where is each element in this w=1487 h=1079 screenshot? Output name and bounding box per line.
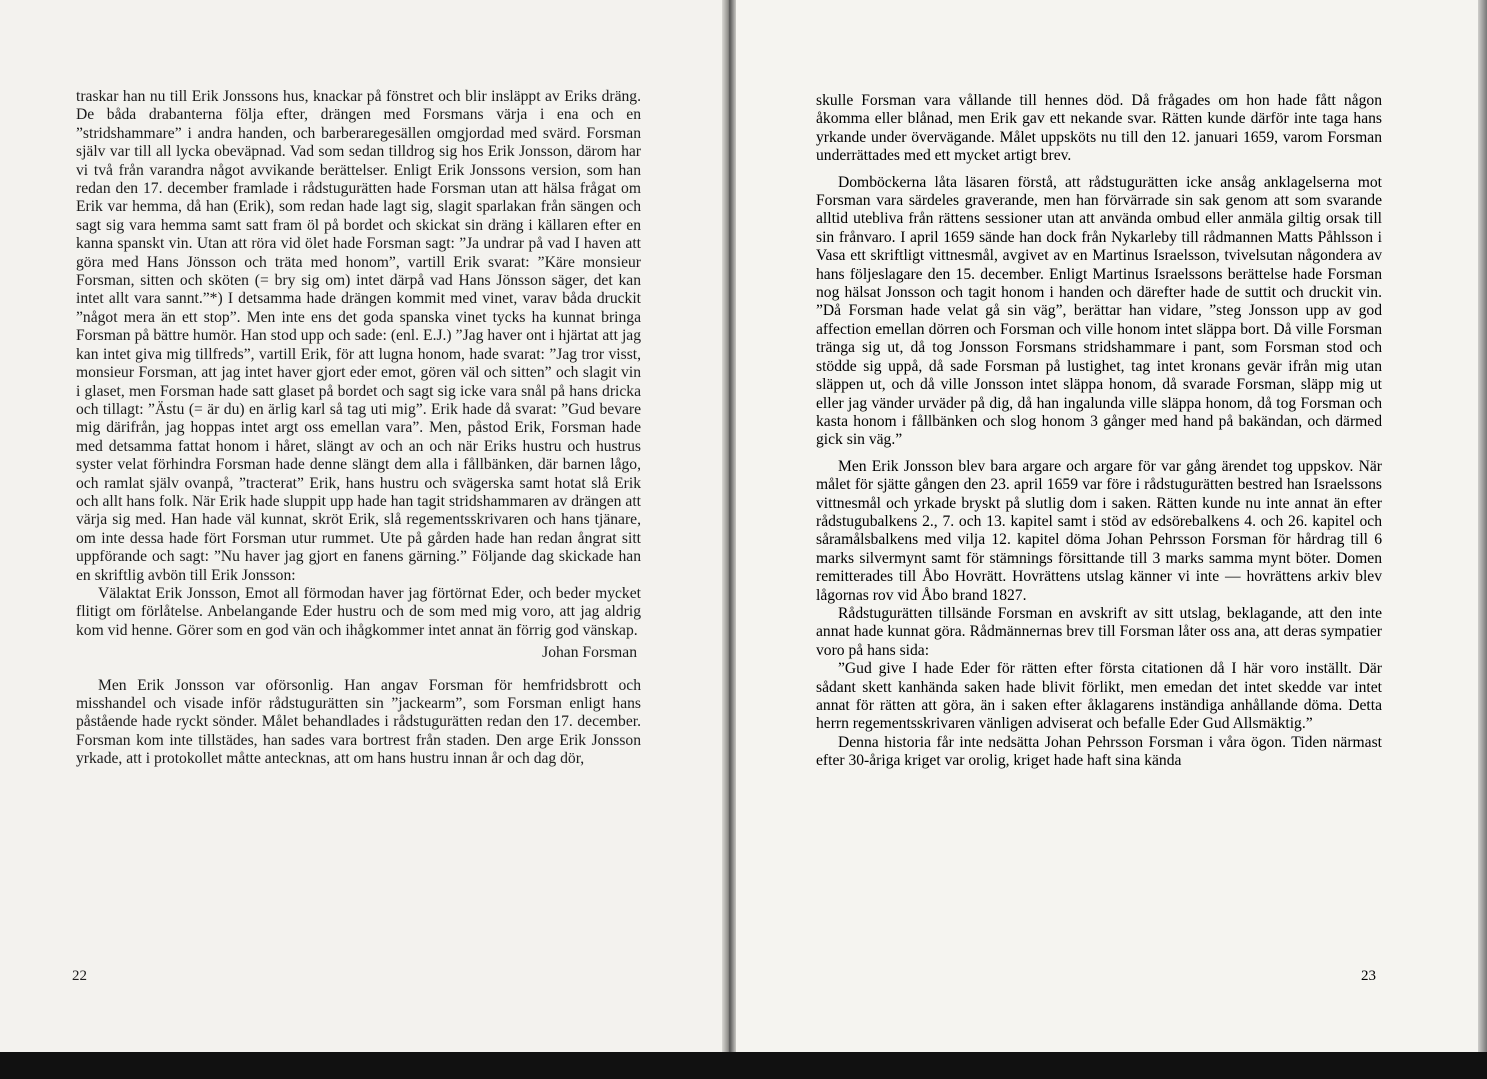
right-page-body <box>816 92 1382 771</box>
paragraph: Rådstugurätten tillsände Forsman en avskrift av sitt utslag, beklagande, att den inte annat hade kunnat göra. Rådmännernas brev till Forsman låter oss ana, att deras sympatier voro på hans sida: <box>816 604 1382 659</box>
paragraph: Men Erik Jonsson var oförsonlig. Han angav Forsman för hemfridsbrott och misshandel och visade inför rådstugurätten sin ”jackearm”, som Forsman enligt hans påstående hade ryckt sönder. Målet behandlades i rådstugurätten redan den 17. december. Forsman kom inte tillstädes, han sades vara bortrest från staden. Den arge Erik Jonsson yrkade, att i protokollet måtte antecknas, att om hans hustru innan år och dag dör, <box>76 676 641 768</box>
book-gutter <box>722 0 736 1052</box>
paragraph: Men Erik Jonsson blev bara argare och argare för var gång ärendet tog uppskov. När målet för sjätte gången den 23. april 1659 var före i rådstugurätten bestred han Israelssons vittnesmål och yrkade bryskt på slutlig dom i saken. Rätten kunde nu inte annat än efter rådstugubalkens 2., 7. och 13. kapitel samt i stöd av edsörebalkens 4. och 26. kapitel och såramålsbalkens med vilja 12. kapitel döma Johan Pehrsson Forsman för hårdrag till 6 marks silvermynt samt för stämnings försittande till 3 marks samma mynt böter. Domen remitterades till Åbo Hovrätt. Hovrättens utslag känner vi inte — hovrättens arkiv blev lågornas rov vid Åbo brand 1827. <box>816 457 1382 604</box>
paragraph: Domböckerna låta läsaren förstå, att rådstugurätten icke ansåg anklagelserna mot Forsman vara särdeles graverande, men han förvärrade sin sak genom att som svarande alltid utebliva från rättens sessioner utan att använda ombud eller anmäla giltig orsak till sin frånvaro. I april 1659 sände han dock från Nykarleby till rådmannen Matts Påhlsson i Vasa ett skriftligt vittnesmål, avgivet av en Martinus Israelsson, tvivelsutan någondera av hans följeslagare den 15. december. Enligt Martinus Israelssons berättelse hade Forsman nog hälsat Jonsson och tagit honom i handen och därefter hade de suttit och druckit vin. ”Då Forsman hade velat gå sin väg”, berättar han vidare, ”steg Jonsson upp av god affection emellan dörren och Forsman och ville honom intet släppa bort. Då ville Forsman tränga sig ut, då tog Jonsson Forsmans stridshammare i pant, som Forsman stod och stödde sig uppå, då sade Forsman på lustighet, tag intet kronans gevär ifrån mig utan släppen ut, och då ville Jonsson intet släppa honom, då svarade Forsman, släpp mig ut eller jag vänder urväder på dig, då han ingalunda ville släppa honom, då tog Forsman och kasta honom i fållbänken och slog honom 3 gånger med hand på bakändan, och därmed gick sin väg.” <box>816 173 1382 449</box>
left-page-body <box>76 88 641 769</box>
paragraph: Denna historia får inte nedsätta Johan Pehrsson Forsman i våra ögon. Tiden närmast efter 30-åriga kriget var orolig, kriget hade haft sina kända <box>816 733 1382 770</box>
quote-paragraph: ”Gud give I hade Eder för rätten efter första citationen då I här voro inställt. Där sådant skett kanhända saken hade blivit förlikt, men emedan det intet skedde var intet annat för rätten att göra, än i saken efter åklagarens inständiga anhållande döma. Detta herrn regementsskrivaren vänligen adviserat och befalle Eder Gud Allsmäktig.” <box>816 660 1382 733</box>
letter-paragraph: Välaktat Erik Jonsson, Emot all förmodan haver jag förtörnat Eder, och beder mycket flitigt om förlåtelse. Anbelangande Eder hustru och de som med mig voro, att jag aldrig kom vid henne. Görer som en god vän och ihågkommer intet annat än förrig god vänskap. <box>76 584 641 639</box>
page-number: 22 <box>72 968 87 984</box>
page-number: 23 <box>1361 968 1376 984</box>
signature: Johan Forsman <box>542 644 637 662</box>
page-edge <box>1478 0 1487 1052</box>
paragraph: skulle Forsman vara vållande till hennes död. Då frågades om hon hade fått någon åkomma eller blånad, men Erik gav ett nekande svar. Rätten kunde därför inte taga hans yrkande under övervägande. Målet uppsköts nu till den 12. januari 1659, varom Forsman underrättades med ett mycket artigt brev. <box>816 92 1382 165</box>
left-page <box>0 0 722 1052</box>
scan-border <box>0 1052 1487 1079</box>
paragraph: traskar han nu till Erik Jonssons hus, knackar på fönstret och blir insläppt av Eriks dräng. De båda drabanterna följa efter, drängen med Forsmans värja i ena och en ”stridshammare” i andra handen, och barberaregesällen omgjordad med svärd. Forsman själv var till all lycka obeväpnad. Vad som sedan tilldrog sig hos Erik Jonsson, därom har vi två från varandra något avvikande berättelser. Enligt Erik Jonssons version, som han redan den 17. december framlade i rådstugurätten hade Forsman utan att hälsa frågat om Erik var hemma, då han (Erik), som redan hade lagt sig, slagit sparlakan från sängen och sagt sig vara hemma samt satt fram öl på bordet och skickat sin dräng i källaren efter en kanna spanskt vin. Utan att röra vid ölet hade Forsman sagt: ”Ja undrar på vad I haven att göra med Hans Jönsson och träta med honom”, vartill Erik svarat: ”Käre monsieur Forsman, sitten och sköten (= bry sig om) intet därpå vad Hans Jönsson säger, det kan intet allt vara sannt.”*) I detsamma hade drängen kommit med vinet, varav båda druckit ”något mera än ett stop”. Men inte ens det goda spanska vinet tycks ha kunnat bringa Forsman på bättre humör. Han stod upp och sade: (enl. E.J.) ”Jag haver ont i hjärtat att jag kan intet giva mig tillfreds”, vartill Erik, för att lugna honom, hade svarat: ”Jag tror visst, monsieur Forsman, att jag intet haver gjort eder emot, gören väl och sitten” och slagit vin i glaset, men Forsman hade satt glaset på bordet och sagt sig icke vara snål på hans dricka och tillagt: ”Ästu (= är du) en ärlig karl så tag uti mig”. Erik hade då svarat: ”Gud bevare mig därifrån, jag hoppas intet argt oss emellan vara”. Men, påstod Erik, Forsman hade med detsamma fattat honom i håret, slängt av och an och när Eriks hustru och hustrus syster velat förhindra Forsman hade denne slängt dem alla i fållbänken, där barnen lågo, och ramlat själv ovanpå, ”tracterat” Erik, hans hustru och svägerska samt hotat slå Erik och allt hans folk. När Erik hade sluppit upp hade han tagit stridshammaren av drängen att värja sig med. Han hade väl kunnat, skröt Erik, slå regementsskrivaren och hans tjänare, om inte dessa hade fört Forsman utur rummet. Ute på gården hade han redan ångrat sitt uppförande och sagt: ”Nu haver jag gjort en fanens gärning.” Följande dag skickade han en skriftlig avbön till Erik Jonsson: <box>76 88 641 584</box>
